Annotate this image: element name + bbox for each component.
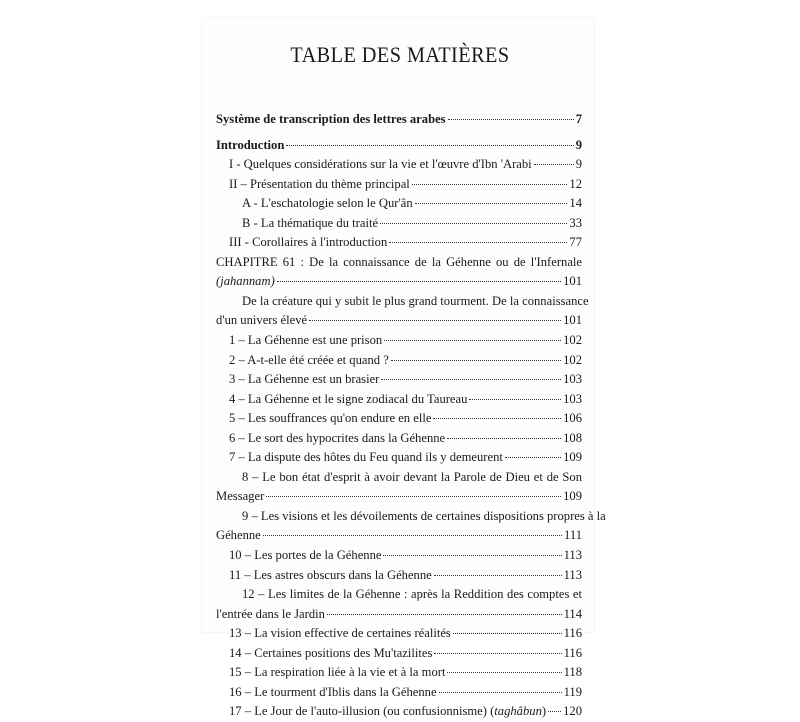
toc-entry-text: I - Quelques considérations sur la vie et l'œuvre d'Ibn 'Arabi — [229, 157, 532, 172]
toc-entry-intro-3 — [216, 233, 582, 253]
dot-leader — [384, 340, 561, 341]
toc-entry-intro-2b — [216, 214, 582, 234]
toc-page-number: 9 — [575, 137, 582, 152]
toc-page-number: 33 — [569, 215, 582, 230]
toc-item — [216, 624, 582, 644]
toc-entry-text: III - Corollaires à l'introduction — [229, 235, 388, 250]
toc-item-text: 13 – La vision effective de certaines réalités — [229, 626, 451, 641]
toc-item-text: Messager — [216, 489, 265, 504]
dot-leader — [391, 360, 561, 361]
toc-item-17-close: ) — [541, 704, 547, 719]
toc-entry-transcription — [216, 110, 582, 130]
dot-leader — [453, 633, 562, 634]
toc-item-text: 1 – La Géhenne est une prison — [229, 333, 383, 348]
toc-item — [216, 331, 582, 351]
toc-item-17-italic: taghâbun — [494, 704, 542, 719]
dot-leader — [263, 535, 562, 536]
toc-item-12-line1 — [216, 585, 582, 605]
toc-page-number: 77 — [569, 235, 582, 250]
toc-item-17 — [216, 702, 582, 722]
toc-item-text: 14 – Certaines positions des Mu'tazilites — [229, 645, 433, 660]
toc-item-text: l'entrée dans le Jardin — [216, 606, 325, 621]
toc-item-text — [229, 702, 546, 722]
toc-page-number: 7 — [575, 112, 582, 126]
toc-item-12-line2 — [216, 605, 582, 625]
toc-item-17-text: 17 – Le Jour de l'auto-illusion (ou confusionnisme) ( — [229, 704, 495, 719]
dot-leader — [548, 711, 561, 712]
toc-item — [216, 644, 582, 664]
dot-leader — [277, 281, 561, 282]
toc-page-number: 102 — [563, 352, 582, 367]
dot-leader — [309, 320, 561, 321]
toc-page-number: 111 — [564, 528, 582, 543]
toc-page-number: 101 — [563, 313, 582, 328]
toc-page-number: 101 — [563, 274, 582, 289]
chapter-heading-text: CHAPITRE 61 : De la connaissance de la Géhenne ou de l'Infernale — [216, 254, 582, 269]
toc-item-text: 10 – Les portes de la Géhenne — [229, 548, 382, 563]
toc-entry-text: B - La thématique du traité — [242, 215, 379, 230]
toc-page-number: 114 — [563, 606, 582, 621]
dot-leader — [469, 399, 561, 400]
dot-leader — [439, 692, 562, 693]
toc-page-number: 103 — [563, 372, 582, 387]
chapter-sub-line1 — [216, 292, 589, 312]
toc-page-number: 109 — [563, 489, 582, 504]
dot-leader — [380, 223, 567, 224]
toc-item-9-line2 — [216, 526, 582, 546]
dot-leader — [505, 457, 561, 458]
dot-leader — [434, 653, 561, 654]
toc-item-text: 11 – Les astres obscurs dans la Géhenne — [229, 567, 432, 582]
toc-entry-text: II – Présentation du thème principal — [229, 176, 410, 191]
dot-leader — [266, 496, 561, 497]
chapter-sub-line2 — [216, 311, 582, 331]
toc-item — [216, 370, 582, 390]
toc-item-text: 5 – Les souffrances qu'on endure en elle — [229, 411, 432, 426]
toc-entry-text: Système de transcription des lettres arabes — [216, 112, 446, 126]
toc-page-number: 14 — [569, 196, 582, 211]
chapter-sub-text: De la créature qui y subit le plus grand tourment. De la connaissance — [242, 293, 589, 308]
dot-leader — [389, 242, 567, 243]
toc-item-text: Géhenne — [216, 528, 261, 543]
dot-leader — [415, 203, 568, 204]
toc-entry-intro-1 — [216, 155, 582, 175]
toc-page-number: 116 — [563, 645, 582, 660]
toc-item — [216, 429, 582, 449]
toc-item-text: 8 – Le bon état d'esprit à avoir devant la Parole de Dieu et de Son — [242, 469, 582, 484]
toc-page-number: 119 — [563, 684, 582, 699]
toc-item — [216, 390, 582, 410]
dot-leader — [433, 418, 561, 419]
toc-page-number: 103 — [563, 391, 582, 406]
dot-leader — [286, 145, 573, 146]
toc-item-8-line1 — [216, 468, 582, 488]
toc-item-text: 2 – A-t-elle été créée et quand ? — [229, 352, 389, 367]
toc-item-text: 3 – La Géhenne est un brasier — [229, 372, 380, 387]
toc-page-number: 102 — [563, 333, 582, 348]
toc-entry-text: Introduction — [216, 137, 285, 152]
toc-item-text: 15 – La respiration liée à la vie et à la mort — [229, 665, 446, 680]
toc-item — [216, 663, 582, 683]
dot-leader — [434, 575, 562, 576]
toc-item — [216, 546, 582, 566]
toc-item — [216, 351, 582, 371]
toc-entry-intro-2 — [216, 175, 582, 195]
dot-leader — [412, 184, 568, 185]
toc-entry-intro-2a — [216, 194, 582, 214]
toc-item — [216, 566, 582, 586]
toc-item-text: 16 – Le tourment d'Iblis dans la Géhenne — [229, 684, 437, 699]
toc-item-text: 7 – La dispute des hôtes du Feu quand ils y demeurent — [229, 450, 503, 465]
toc-page-number: 9 — [575, 157, 582, 172]
toc-entry-text: A - L'eschatologie selon le Qur'ân — [242, 196, 413, 211]
dot-leader — [447, 672, 561, 673]
toc-item-text: 6 – Le sort des hypocrites dans la Géhenne — [229, 430, 446, 445]
dot-leader — [327, 614, 562, 615]
dot-leader — [448, 119, 574, 120]
toc-item-text: 9 – Les visions et les dévoilements de certaines dispositions propres à la — [242, 508, 606, 523]
toc-page-number: 109 — [563, 450, 582, 465]
toc-item-8-line2 — [216, 487, 582, 507]
toc-page-number: 12 — [569, 176, 582, 191]
dot-leader — [447, 438, 561, 439]
toc-entry-introduction — [216, 136, 582, 156]
dot-leader — [534, 164, 574, 165]
toc-item-text: 4 – La Géhenne et le signe zodiacal du Taureau — [229, 391, 468, 406]
toc-page-number: 108 — [563, 430, 582, 445]
chapter-heading-line1 — [216, 253, 582, 273]
toc-item-9-line1 — [216, 507, 606, 527]
toc-item — [216, 409, 582, 429]
dot-leader — [383, 555, 561, 556]
toc-item-text: 12 – Les limites de la Géhenne : après la Reddition des comptes et — [242, 587, 582, 602]
toc-page-number: 116 — [563, 626, 582, 641]
toc-page-number: 106 — [563, 411, 582, 426]
toc-page-number: 113 — [563, 548, 582, 563]
chapter-heading-line2 — [216, 272, 582, 292]
table-of-contents — [216, 110, 606, 722]
chapter-heading-italic: (jahannam) — [216, 274, 275, 289]
toc-page-number: 113 — [563, 567, 582, 582]
toc-item — [216, 683, 582, 703]
dot-leader — [381, 379, 561, 380]
toc-item — [216, 448, 582, 468]
chapter-sub-text: d'un univers élevé — [216, 313, 308, 328]
toc-page-number: 120 — [563, 704, 582, 719]
page-title: TABLE DES MATIÈRES — [290, 42, 510, 67]
toc-page-number: 118 — [563, 665, 582, 680]
